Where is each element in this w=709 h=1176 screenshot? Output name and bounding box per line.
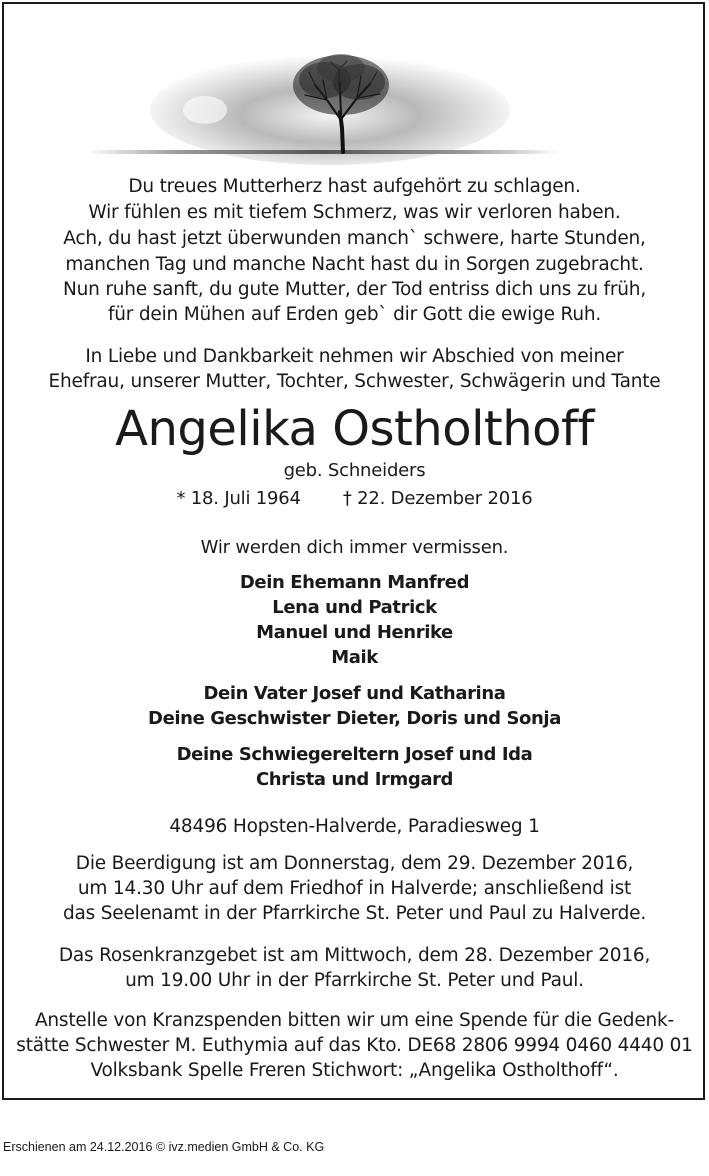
publication-footer: Erschienen am 24.12.2016 © ivz.medien GmbH & Co. KG [3, 1140, 325, 1154]
mourner-line: Maik [331, 647, 378, 668]
address: 48496 Hopsten-Halverde, Paradiesweg 1 [169, 816, 540, 837]
death-date: † 22. Dezember 2016 [342, 488, 533, 509]
mourner-line: Deine Geschwister Dieter, Doris und Sonja [148, 708, 561, 729]
rosary-line: Das Rosenkranzgebet ist am Mittwoch, dem 28. Dezember 2016, [58, 945, 651, 966]
donation-line: Volksbank Spelle Freren Stichwort: „Angelika Ostholthoff“. [90, 1060, 619, 1081]
poem-line: für dein Mühen auf Erden geb` dir Gott die ewige Ruh. [107, 304, 602, 325]
mourner-line: Christa und Irmgard [255, 769, 454, 790]
poem-line: Du treues Mutterherz hast aufgehört zu schlagen. [128, 176, 581, 197]
deceased-name: Angelika Ostholthoff [115, 401, 594, 457]
donation-line: stätte Schwester M. Euthymia auf das Kto. DE68 2806 9994 0460 4440 01 [16, 1035, 693, 1056]
miss-line: Wir werden dich immer vermissen. [200, 537, 509, 558]
poem-line: manchen Tag und manche Nacht hast du in Sorgen zugebracht. [65, 254, 644, 275]
tree-illustration [85, 40, 560, 165]
mourner-line: Manuel und Henrike [256, 622, 453, 643]
funeral-line: um 14.30 Uhr auf dem Friedhof in Halverde; anschließend ist [77, 878, 632, 899]
maiden-name: geb. Schneiders [283, 460, 426, 481]
mourner-line: Dein Vater Josef und Katharina [203, 683, 506, 704]
birth-date: * 18. Juli 1964 [176, 488, 301, 509]
poem-line: Ach, du hast jetzt überwunden manch` schwere, harte Stunden, [63, 228, 646, 249]
intro-line: In Liebe und Dankbarkeit nehmen wir Abschied von meiner [85, 346, 624, 367]
mourner-line: Lena und Patrick [272, 597, 437, 618]
donation-line: Anstelle von Kranzspenden bitten wir um eine Spende für die Gedenk- [34, 1010, 675, 1031]
poem-line: Wir fühlen es mit tiefem Schmerz, was wir verloren haben. [88, 202, 621, 223]
rosary-line: um 19.00 Uhr in der Pfarrkirche St. Peter und Paul. [125, 970, 584, 991]
mourner-line: Dein Ehemann Manfred [239, 572, 470, 593]
intro-line: Ehefrau, unserer Mutter, Tochter, Schwester, Schwägerin und Tante [48, 371, 661, 392]
poem-line: Nun ruhe sanft, du gute Mutter, der Tod entriss dich uns zu früh, [62, 279, 647, 300]
funeral-line: Die Beerdigung ist am Donnerstag, dem 29. Dezember 2016, [75, 853, 634, 874]
funeral-line: das Seelenamt in der Pfarrkirche St. Peter und Paul zu Halverde. [62, 903, 647, 924]
mourner-line: Deine Schwiegereltern Josef und Ida [176, 744, 533, 765]
life-dates [0, 490, 709, 508]
